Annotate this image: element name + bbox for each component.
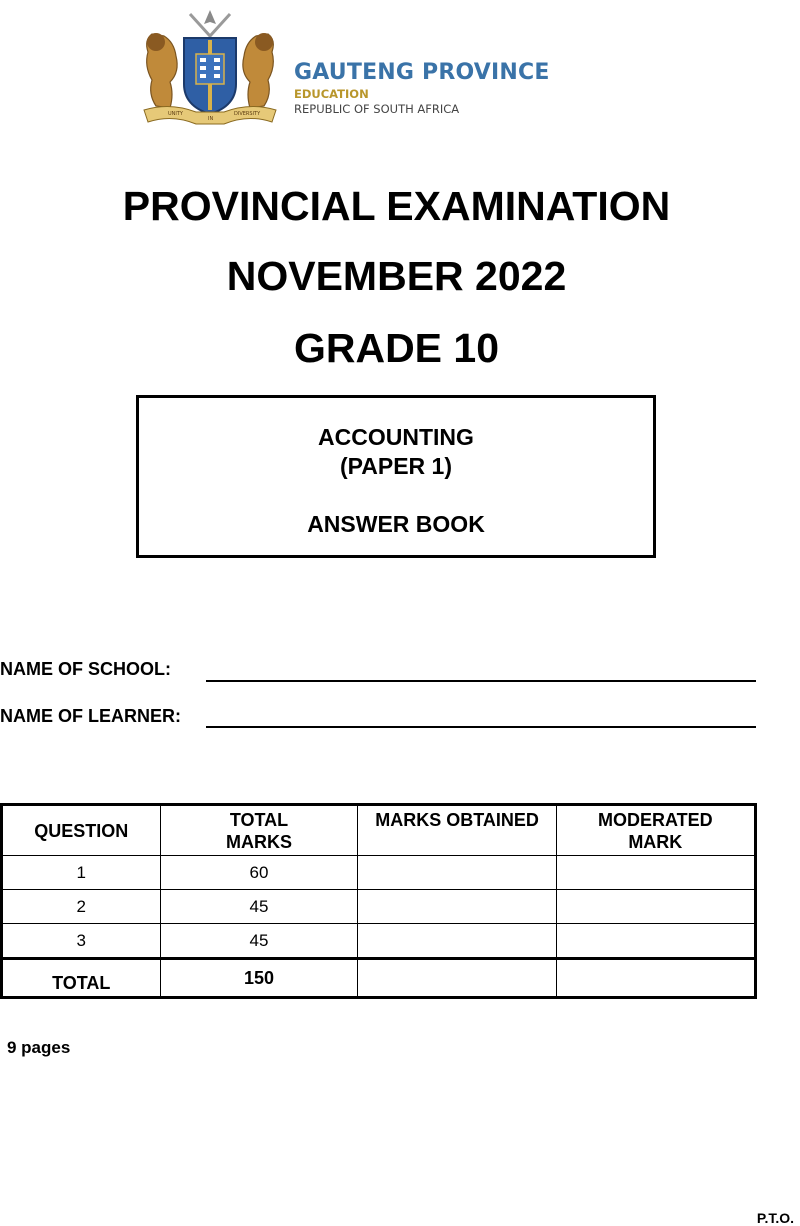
logo-province: GAUTENG PROVINCE xyxy=(294,60,550,85)
total-moderated-cell[interactable] xyxy=(556,959,755,998)
logo-country: REPUBLIC OF SOUTH AFRICA xyxy=(294,102,460,116)
total-marks-cell: 45 xyxy=(160,924,358,959)
question-number: 3 xyxy=(2,924,161,959)
moderated-mark-cell[interactable] xyxy=(556,924,755,959)
total-marks-cell: 45 xyxy=(160,890,358,924)
logo-department: EDUCATION xyxy=(294,87,369,101)
total-marks-cell: 60 xyxy=(160,856,358,890)
subject-name: ACCOUNTING xyxy=(318,424,474,450)
header-total-marks-line2: MARKS xyxy=(225,832,292,852)
marks-obtained-cell[interactable] xyxy=(358,856,556,890)
table-header-row xyxy=(2,805,756,856)
answer-book-label: ANSWER BOOK xyxy=(307,511,485,537)
learner-name-label: NAME OF LEARNER: xyxy=(0,706,181,726)
header-total-marks xyxy=(160,805,358,856)
marks-obtained-cell[interactable] xyxy=(358,890,556,924)
subject-paper: (PAPER 1) xyxy=(339,453,453,479)
total-marks-sum: 150 xyxy=(160,959,358,998)
logo-text xyxy=(294,59,550,117)
marks-obtained-cell[interactable] xyxy=(358,924,556,959)
header-moderated-mark xyxy=(556,805,755,856)
exam-title: PROVINCIAL EXAMINATION xyxy=(122,183,671,229)
crest-motto-left: UNITY xyxy=(168,111,183,117)
moderated-mark-cell[interactable] xyxy=(556,890,755,924)
table-row xyxy=(2,856,756,890)
page-count: 9 pages xyxy=(7,1038,71,1057)
gauteng-logo xyxy=(118,4,558,140)
header-question: QUESTION xyxy=(2,805,161,856)
subject-box xyxy=(136,395,656,558)
coat-of-arms-icon xyxy=(130,6,290,134)
crest-motto-middle: IN xyxy=(208,116,214,122)
total-label: TOTAL xyxy=(2,959,161,998)
school-name-line[interactable] xyxy=(206,680,756,682)
moderated-mark-cell[interactable] xyxy=(556,856,755,890)
total-marks-obtained-cell[interactable] xyxy=(358,959,556,998)
table-row xyxy=(2,890,756,924)
total-row xyxy=(2,959,756,998)
header-moderated-line2: MARK xyxy=(628,832,683,852)
exam-session: NOVEMBER 2022 xyxy=(226,253,567,299)
learner-name-line[interactable] xyxy=(206,726,756,728)
header-total-marks-line1: TOTAL xyxy=(229,810,289,830)
question-number: 2 xyxy=(2,890,161,924)
table-row xyxy=(2,924,756,959)
header-marks-obtained: MARKS OBTAINED xyxy=(358,805,556,856)
school-name-label: NAME OF SCHOOL: xyxy=(0,659,171,679)
question-number: 1 xyxy=(2,856,161,890)
please-turn-over: P.T.O. xyxy=(756,1210,794,1226)
marks-table xyxy=(0,803,757,999)
header-moderated-line1: MODERATED xyxy=(597,810,713,830)
crest-motto-right: DIVERSITY xyxy=(234,111,261,117)
exam-grade: GRADE 10 xyxy=(293,325,500,371)
